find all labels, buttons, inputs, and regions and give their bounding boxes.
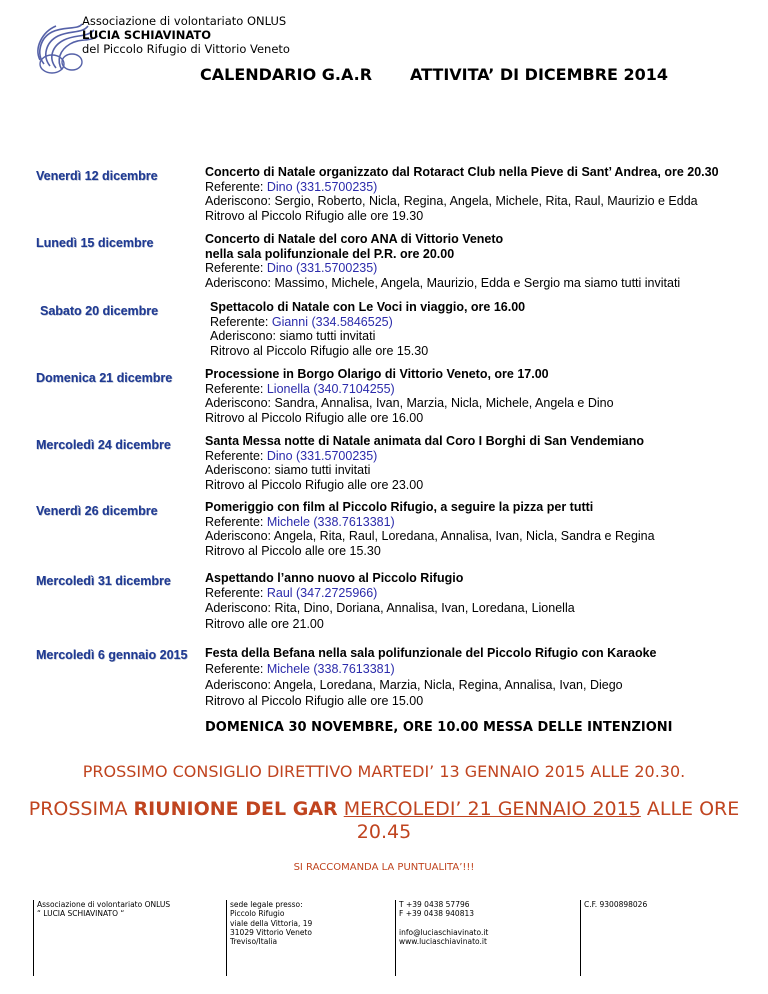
consiglio-notice: PROSSIMO CONSIGLIO DIRETTIVO MARTEDI’ 13 GENNAIO 2015 ALLE 20.30.	[82, 762, 686, 781]
referente-contact: Dino (331.5700235)	[266, 448, 378, 463]
footer-email-link[interactable]: info@luciaschiavinato.it	[399, 927, 489, 937]
event-ritrovo: Ritrovo al Piccolo alle ore 15.30	[205, 543, 381, 558]
event-block	[210, 300, 525, 358]
puntualita-note: SI RACCOMANDA LA PUNTUALITA’!!!	[293, 862, 475, 873]
event-block	[205, 367, 614, 425]
event-date: Lunedì 15 dicembre	[36, 236, 154, 250]
event-date: Mercoledì 24 dicembre	[36, 438, 171, 452]
event-ritrovo: Ritrovo al Piccolo Rifugio alle ore 15.30	[210, 343, 429, 358]
referente-label: Referente:	[205, 381, 267, 396]
referente-label: Referente:	[205, 448, 267, 463]
referente-label: Referente:	[205, 179, 267, 194]
event-ritrovo: Ritrovo al Piccolo Rifugio alle ore 16.00	[205, 410, 424, 425]
event-title: Santa Messa notte di Natale animata dal Coro I Borghi di San Vendemiano	[205, 434, 644, 448]
event-date: Venerdì 26 dicembre	[36, 504, 158, 518]
footer-address	[226, 900, 312, 976]
event-referente	[210, 315, 525, 330]
title-attivita: ATTIVITA’ DI DICEMBRE 2014	[410, 65, 669, 84]
event-block	[205, 165, 719, 223]
event-title: Spettacolo di Natale con Le Voci in viaggio, ore 16.00	[210, 300, 526, 314]
event-block	[205, 645, 657, 709]
event-date: Mercoledì 6 gennaio 2015	[36, 648, 188, 662]
event-ritrovo: Ritrovo al Piccolo Rifugio alle ore 23.00	[205, 477, 424, 492]
event-referente	[205, 449, 644, 464]
event-aderiscono: Aderiscono: Massimo, Michele, Angela, Maurizio, Edda e Sergio ma siamo tutti invitati	[205, 275, 681, 290]
event-title: Aspettando l’anno nuovo al Piccolo Rifugio	[205, 571, 464, 585]
footer-text: C.F. 9300898026	[584, 900, 648, 909]
referente-contact: Dino (331.5700235)	[266, 261, 378, 275]
footer-website-link[interactable]: www.luciaschiavinato.it	[399, 936, 487, 946]
event-aderiscono: Aderiscono: Angela, Rita, Raul, Loredana, Annalisa, Ivan, Nicla, Sandra e Regina	[205, 529, 655, 543]
header-line-rifugio: del Piccolo Rifugio di Vittorio Veneto	[82, 42, 290, 56]
event-title: Pomeriggio con film al Piccolo Rifugio, a seguire la pizza per tutti	[205, 500, 594, 514]
referente-label: Referente:	[205, 586, 267, 601]
event-aderiscono: Aderiscono: Sandra, Annalisa, Ivan, Marzia, Nicla, Michele, Angela e Dino	[205, 396, 614, 410]
event-referente	[205, 382, 614, 397]
event-aderiscono: Aderiscono: Angela, Loredana, Marzia, Nicla, Regina, Annalisa, Ivan, Diego	[205, 678, 623, 692]
event-date: Mercoledì 31 dicembre	[36, 574, 171, 588]
event-block	[205, 434, 644, 492]
riunione-bold: RIUNIONE DEL GAR	[133, 798, 338, 820]
event-title: Concerto di Natale organizzato dal Rotaract Club nella Pieve di Sant’ Andrea, ore 20.30	[205, 165, 719, 179]
event-aderiscono: Aderiscono: siamo tutti invitati	[205, 463, 371, 477]
event-referente	[205, 515, 655, 530]
referente-contact: Lionella (340.7104255)	[266, 381, 395, 396]
event-referente	[205, 661, 657, 677]
event-aderiscono: Aderiscono: Rita, Dino, Doriana, Annalisa, Ivan, Loredana, Lionella	[205, 601, 575, 616]
footer-text: 31029 Vittorio Veneto	[230, 927, 312, 937]
event-ritrovo: Ritrovo al Piccolo Rifugio alle ore 19.30	[205, 208, 424, 223]
event-ritrovo: Ritrovo al Piccolo Rifugio alle ore 15.00	[205, 694, 424, 708]
event-block	[205, 232, 680, 290]
referente-label: Referente:	[205, 261, 267, 275]
footer-text: viale della Vittoria, 19	[230, 918, 313, 928]
referente-contact: Raul (347.2725966)	[266, 586, 378, 601]
event-referente	[205, 180, 719, 195]
riunione-date: MERCOLEDI’ 21 GENNAIO 2015	[343, 798, 641, 820]
event-title: Concerto di Natale del coro ANA di Vittorio Veneto	[205, 232, 504, 246]
footer-fax: F +39 0438 940813	[399, 909, 475, 919]
event-title: Processione in Borgo Olarigo di Vittorio Veneto, ore 17.00	[205, 367, 549, 381]
footer-phone: T +39 0438 57796	[399, 900, 470, 909]
event-date: Sabato 20 dicembre	[40, 304, 159, 318]
event-ritrovo: Ritrovo alle ore 21.00	[205, 616, 324, 631]
event-block	[205, 500, 655, 558]
footer-fiscal	[580, 900, 647, 976]
event-referente	[205, 261, 680, 276]
event-title-line2: nella sala polifunzionale del P.R. ore 20.00	[205, 246, 455, 261]
event-title: Festa della Befana nella sala polifunzionale del Piccolo Rifugio con Karaoke	[205, 646, 657, 660]
header-line-name: LUCIA SCHIAVINATO	[82, 28, 212, 42]
riunione-prefix: PROSSIMA	[28, 798, 134, 820]
riunione-suffix: ALLE ORE 20.45	[356, 798, 740, 843]
footer-text: Piccolo Rifugio	[230, 909, 285, 919]
domenica-note: DOMENICA 30 NOVEMBRE, ORE 10.00 MESSA DELLE INTENZIONI	[205, 720, 673, 735]
referente-contact: Michele (338.7613381)	[266, 662, 395, 676]
referente-contact: Michele (338.7613381)	[266, 514, 395, 529]
footer-text: sede legale presso:	[230, 900, 303, 909]
event-referente	[205, 586, 575, 601]
event-date: Domenica 21 dicembre	[36, 371, 173, 385]
referente-label: Referente:	[205, 662, 267, 676]
referente-contact: Gianni (334.5846525)	[271, 314, 393, 329]
event-date: Venerdì 12 dicembre	[36, 169, 158, 183]
footer-text: Treviso/Italia	[230, 937, 278, 947]
event-aderiscono: Aderiscono: Sergio, Roberto, Nicla, Regina, Angela, Michele, Rita, Raul, Maurizio e Edda	[205, 194, 698, 208]
footer-association	[33, 900, 170, 976]
footer-text: “ LUCIA SCHIAVINATO “	[37, 909, 125, 919]
title-calendario: CALENDARIO G.A.R	[200, 65, 373, 84]
event-block	[205, 571, 575, 632]
footer-text: Associazione di volontariato ONLUS	[37, 900, 171, 909]
referente-label: Referente:	[205, 514, 267, 529]
event-aderiscono: Aderiscono: siamo tutti invitati	[210, 329, 376, 343]
riunione-notice	[0, 798, 768, 844]
referente-label: Referente:	[210, 314, 272, 329]
header-line-association: Associazione di volontariato ONLUS	[82, 14, 287, 28]
referente-contact: Dino (331.5700235)	[266, 179, 378, 194]
footer-contacts	[395, 900, 488, 976]
